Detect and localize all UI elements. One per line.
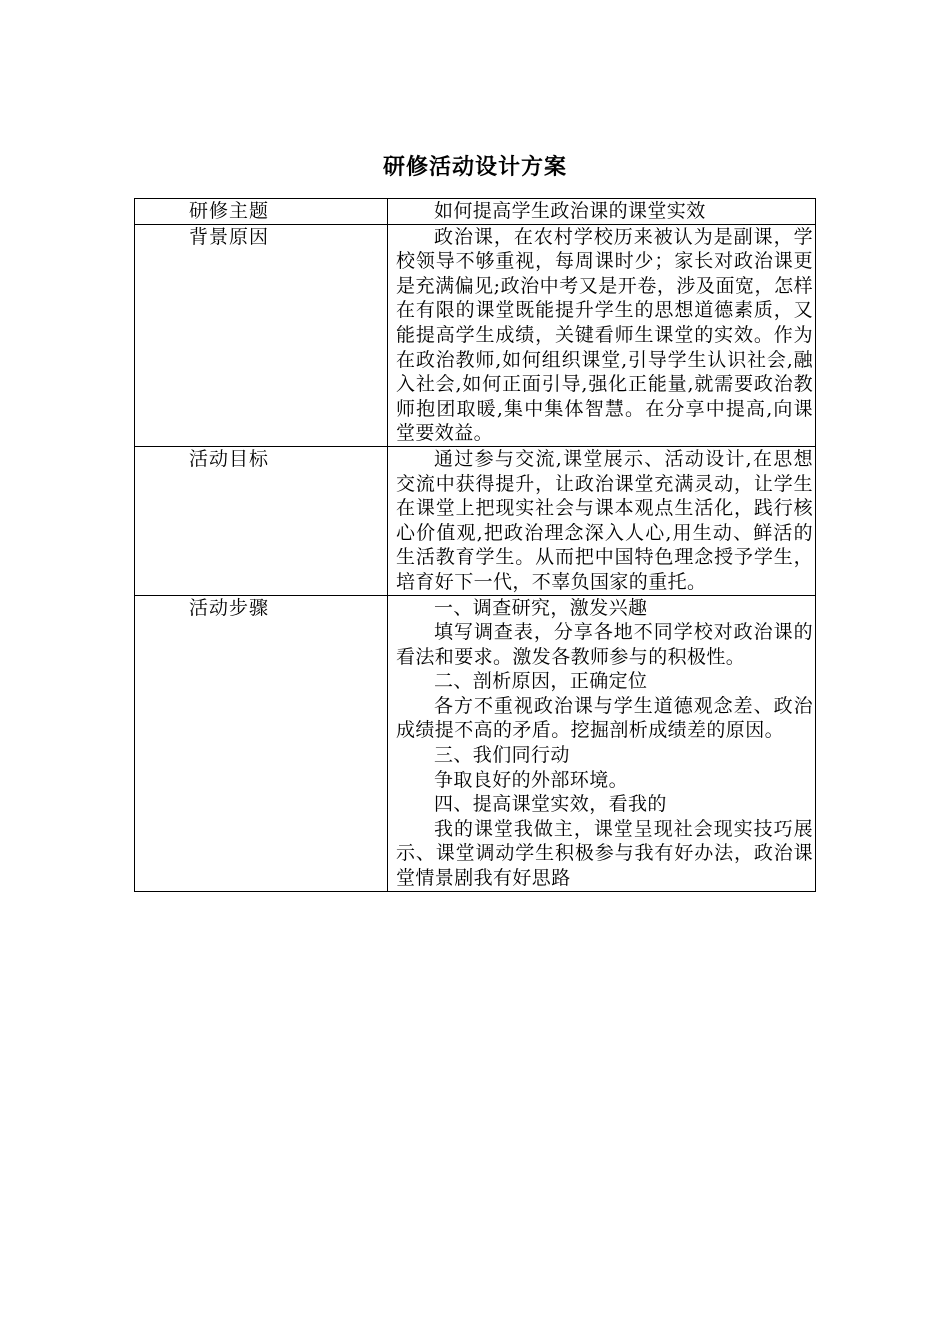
- table-row-steps: [135, 595, 816, 891]
- row-label: 活动目标: [135, 446, 388, 595]
- step-heading: 二、剖析原因，正确定位: [434, 670, 648, 693]
- row-content: [388, 224, 816, 446]
- step-heading: 四、提高课堂实效，看我的: [434, 793, 667, 816]
- step-heading: 三、我们同行动: [434, 744, 570, 767]
- row-label: 背景原因: [135, 224, 388, 446]
- row-label: 活动步骤: [135, 595, 388, 891]
- row-label: 研修主题: [135, 199, 388, 225]
- step-text: 争取良好的外部环境。: [434, 768, 629, 791]
- step-text: 填写调查表，分享各地不同学校对政治课的看法和要求。激发各教师参与的积极性。: [396, 621, 813, 668]
- step-text: 我的课堂我做主，课堂呈现社会现实技巧展示、课堂调动学生积极参与我有好办法，政治课堂情景剧我有好思路: [396, 817, 813, 890]
- table-row-background: [135, 224, 816, 446]
- table-row-topic: [135, 199, 816, 225]
- page-title: 研修活动设计方案: [382, 155, 567, 180]
- paragraph: 政治课，在农村学校历来被认为是副课，学校领导不够重视，每周课时少；家长对政治课更是充满偏见;政治中考又是开卷，涉及面宽，怎样在有限的课堂既能提升学生的思想道德素质，又能提高学生成绩，关键看师生课堂的实效。作为在政治教师,如何组织课堂,引导学生认识社会,融入社会,如何正面引导,强化正能量,就需要政治教师抱团取暖,集中集体智慧。在分享中提高,向课堂要效益。: [396, 225, 813, 445]
- plan-table: [134, 198, 816, 892]
- table-row-goals: [135, 446, 816, 595]
- step-text: 各方不重视政治课与学生道德观念差、政治成绩提不高的矛盾。挖掘剖析成绩差的原因。: [396, 694, 813, 742]
- row-content: [388, 446, 816, 595]
- paragraph: 如何提高学生政治课的课堂实效: [434, 200, 706, 222]
- row-content: [388, 595, 816, 891]
- row-content: [388, 199, 816, 225]
- paragraph: 通过参与交流,课堂展示、活动设计,在思想交流中获得提升，让政治课堂充满灵动，让学生在课堂上把现实社会与课本观点生活化，践行核心价值观,把政治理念深入人心,用生动、鲜活的生活教育学生。从而把中国特色理念授予学生，培育好下一代，不辜负国家的重托。: [396, 447, 813, 593]
- step-heading: 一、调查研究，激发兴趣: [434, 596, 648, 619]
